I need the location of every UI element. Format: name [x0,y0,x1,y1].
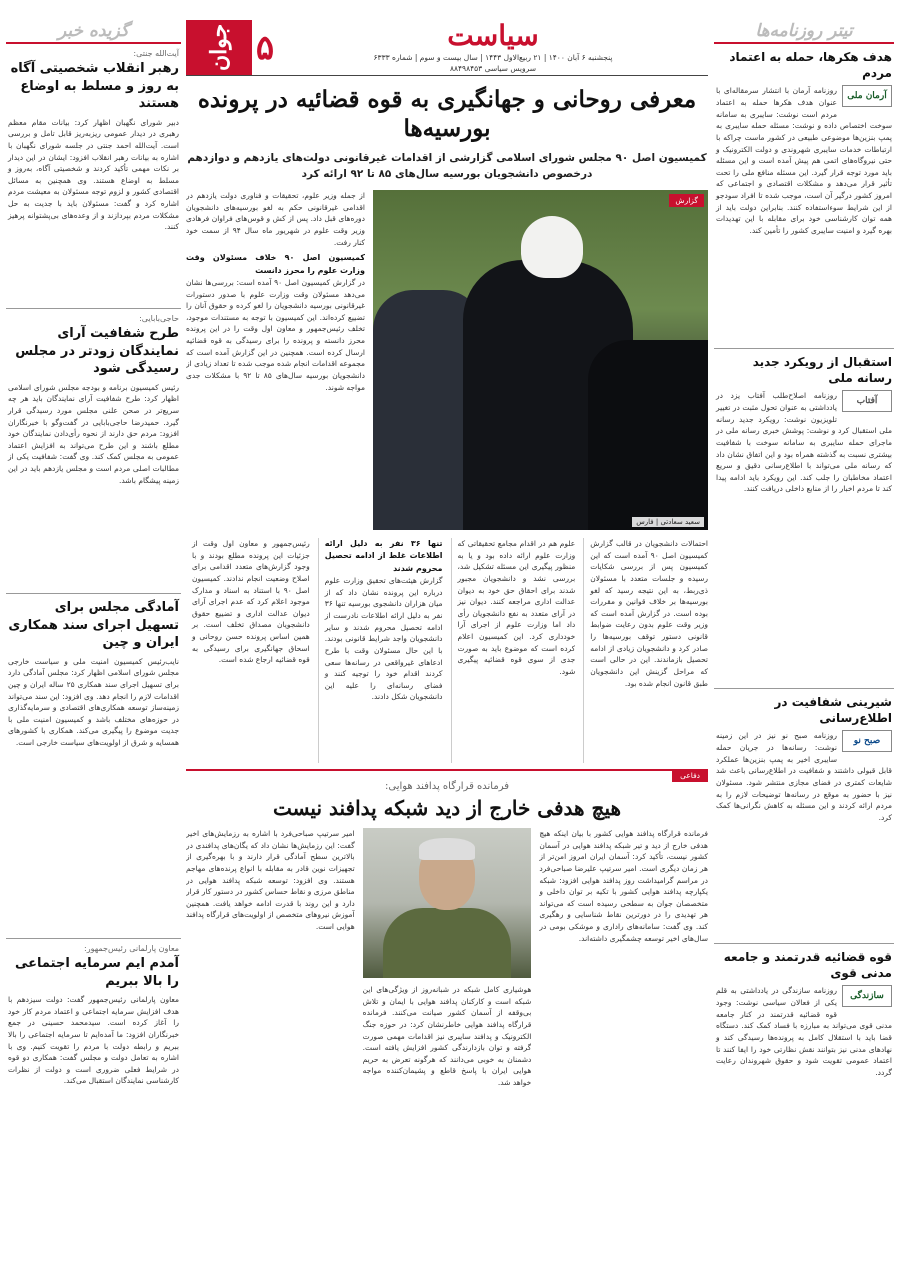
intro-paragraph: در گزارش کمیسیون اصل ۹۰ آمده است: بررسی‌ها نشان می‌دهد مسئولان وقت وزارت علوم با صدور دستورات غیرقانونی بورسیه دانشجویان را لغو کرده و حقوق آنان را تضییع کرده‌اند. این کمیسیون با توجه به مستندات موجود، تخلف رئیس‌جمهور و معاون اول وقت را در این پرونده محرز دانسته و پرونده را برای رسیدگی به قوه قضائیه ارسال کرده است. همچنین در این گزارش آمده است که مجموعه اقدامات انجام شده موجب شده تا تعداد زیادی از دانشجویان بورسیه سال‌های ۸۵ تا ۹۲ با مشکلات جدی مواجه شوند. [186,277,365,392]
press-story [714,944,894,1244]
press-review-column [714,20,894,1270]
story-body: دبیر شورای نگهبان اظهار کرد: بیانات مقام معظم رهبری در دیدار عمومی ریزبه‌ریز قابل تامل و بررسی است. آیت‌الله احمد جنتی در جلسه شورای نگهبان با اشاره به بیانات رهبر انقلاب افزود: ایشان در این دیدار بر نکات مهمی تأکید کردند و شخصیتی آگاه، به‌روز و مسلط به اوضاع هستند. وی همچنین به مسائل اقتصادی کشور و لزوم توجه مسئولان به معیشت مردم اشاره کرد و گفت: مسئولان باید با جدیت به حل مشکلات مردم بپردازند و از وعده‌های بی‌پشتوانه پرهیز کنند. [8,117,179,232]
brief-story [6,44,181,309]
body-paragraph: علوم هم در اقدام مجامع تحقیقاتی که وزارت علوم ارائه داده بود و یا به منظور پیگیری این مسئله تشکیل شد، بررسی نشد و دانشجویان مجبور شدند برای احقاق حق خود به دیوان عدالت اداری مراجعه کنند. دیوان نیز در آرای متعدد به نفع دانشجویان رأی داد اما وزارت علوم از اجرای آرا خودداری کرد. این کمیسیون اعلام کرده است که موضوع باید به صورت جدی از سوی قوه قضائیه پیگیری شود. [457,539,576,676]
uniform-shape [383,908,511,978]
deck-line: درخصوص دانشجویان بورسیه سال‌های ۸۵ تا ۹۲ ارائه کرد [301,167,593,180]
body-column [318,538,443,763]
defense-badge: دفاعی [672,769,708,782]
story-title: طرح شفافیت آرای نمایندگان زودتر در مجلس رسیدگی شود [15,326,179,377]
newspaper-logo: جوان [186,20,252,75]
masthead [186,20,708,76]
body-column [583,538,708,763]
deck-line: کمیسیون اصل ۹۰ مجلس شورای اسلامی گزارشی از اقدامات غیرقانونی دولت‌های یازدهم و دوازدهم [187,151,707,164]
story-body: نایب‌رئیس کمیسیون امنیت ملی و سیاست خارجی مجلس شورای اسلامی اظهار کرد: مجلس آمادگی دارد برای تسهیل اجرای سند همکاری ۲۵ ساله ایران و چین اقدامات لازم را انجام دهد. وی افزود: این سند می‌تواند زمینه‌ساز توسعه همکاری‌های اقتصادی و سرمایه‌گذاری در حوزه‌های مختلف باشد و کمیسیون امنیت ملی با جدیت موضوع را پیگیری می‌کند. همکاری با کشورهای همسایه و شرق از اولویت‌های سیاست خارجی است. [8,656,179,748]
body-paragraph: گزارش هیئت‌های تحقیق وزارت علوم درباره این پرونده نشان داد که از میان هزاران دانشجوی بورسیه تنها ۳۶ نفر به دلیل ارائه اطلاعات نادرست از ادامه تحصیل محروم شدند و سایر دانشجویان واجد شرایط قانونی بودند. با این حال مسئولان وقت با طرح ادعاهای غیرواقعی در رسانه‌ها سعی کردند اقدام خود را توجیه کنند و فضای رسانه‌ای را علیه این دانشجویان شکل دادند. [324,576,443,702]
lead-story [186,190,708,530]
hair-shape [419,838,475,860]
photo-car [588,340,708,530]
story-title: آمدم ایم سرمایه اجتماعی را بالا ببریم [15,956,179,989]
commander-portrait [363,828,532,978]
source-logo: آرمان ملی [842,85,892,107]
section-divider [186,769,708,781]
story-title: شیرینی شفافیت در اطلاع‌رسانی [774,695,892,726]
subhead: کمیسیون اصل ۹۰ خلاف مسئولان وقت وزارت علوم را محرز دانست [186,253,365,275]
press-review-header [714,20,894,44]
body-paragraph: احتمالات دانشجویان در قالب گزارش کمیسیون اصل ۹۰ آمده است که این کمیسیون پس از بررسی شکایات رسیده و جلسات متعدد با مسئولان ذی‌ربط، به این نتیجه رسید که لغو بورسیه‌ها بر خلاف قوانین و مقررات بوده است. در گزارش آمده است که وزیر وقت علوم بدون رعایت ضوابط قانونی دستور توقف بورسیه‌ها را صادر کرد و دانشجویان زیادی از ادامه تحصیل بازماندند. این در حالی است که مراحل گزینش این دانشجویان طبق قانون انجام شده بود. [590,539,708,688]
second-story [186,828,708,1133]
body-column [186,828,355,1133]
source-logo: صبح نو [842,730,892,752]
subhead: تنها ۳۶ نفر به دلیل ارائه اطلاعات غلط از ادامه تحصیل محروم شدند [324,539,443,573]
source-logo: سازندگی [842,985,892,1007]
story-body: روزنامه صبح نو نیز در این زمینه نوشت: رسانه‌ها در جریان حمله سایبری اخیر به پمپ بنزین‌ها عملکرد قابل قبولی داشتند و شفافیت در اطلاع‌رسانی باعث شد شایعات کمتری در فضای مجازی منتشر شود. مسئولان نیز با حضور به موقع در رسانه‌ها توضیحات لازم را به مردم ارائه کردند و این مسئله به کاهش نگرانی‌ها کمک کرد. [716,731,892,822]
press-story [714,689,894,944]
press-story [714,349,894,689]
story-title: قوه قضائیه قدرتمند و جامعه مدنی قوی [723,950,892,981]
story-body: روزنامه آرمان با انتشار سرمقاله‌ای با عنوان هدف هکرها حمله به اعتماد مردم است نوشت: سایبری به سامانه سوخت اختصاص داده و نوشت: مسئله حمله سایبری به پمپ بنزین‌ها موضوعی طبیعی در کشور ماست چراکه با ارتباطات خدمات سایبری شهروندی و دولت الکترونیک و حتی نیروگاه‌های اتمی هم پیش آمده است و این مسئله باید مورد توجه قرار گیرد. این مسئله منافع ملی را تحت تأثیر قرار می‌دهد و مشکلات اقتصادی و اجتماعی که امروز کشور درگیر آن است، موجب شده تا افراد سودجو از این شرایط سوءاستفاده کنند. بنابراین دولت باید از همه توان کارشناسی خود برای مقابله با این تهدیدات بهره گیرد و امنیت سایبری کشور را تأمین کند. [716,86,892,235]
story-title: هدف هکرها، حمله به اعتماد مردم [729,50,892,81]
press-review-title: تیتر روزنامه‌ها [755,21,853,41]
desk-info: سرویس سیاسی ۸۸۴۹۸۴۵۳ [449,64,537,73]
story-body: روزنامه سازندگی در یادداشتی به قلم یکی از فعالان سیاسی نوشت: وجود قوه قضائیه قدرتمند در کنار جامعه مدنی قوی می‌تواند به مبارزه با فساد کمک کند. دستگاه قضا باید با استقلال کامل به پرونده‌ها رسیدگی کند و نهادهای مدنی نیز بتوانند نقش نظارتی خود را ایفا کنند تا اعتماد عمومی تقویت شود و حقوق شهروندان رعایت گردد. [716,986,892,1077]
body-column [186,538,310,763]
story-kicker: آیت‌الله جنتی: [133,49,179,58]
story-title: استقبال از رویکرد جدید رسانه ملی [752,355,892,386]
body-column [539,828,708,1133]
story-title: رهبر انقلاب شخصیتی آگاه به روز و مسلط به اوضاع هستند [10,61,179,112]
brief-story [6,309,181,594]
second-kicker: فرمانده قرارگاه پدافند هوایی: [384,781,510,793]
source-logo: آفتاب [842,390,892,412]
lead-intro [186,190,365,530]
body-column [451,538,576,763]
lead-deck [186,150,708,183]
issue-info: پنجشنبه ۶ آبان ۱۴۰۰ | ۲۱ ربیع‌الاول ۱۴۴۳ | سال بیست و سوم | شماره ۶۳۳۳ [373,53,613,62]
brief-story [6,939,181,1270]
press-story [714,44,894,349]
lead-photo [373,190,708,530]
intro-paragraph: از جمله وزیر علوم، تحقیقات و فناوری دولت یازدهم در اقدامی غیرقانونی حکم به لغو بورسیه‌های دانشجویان دوره‌های قبل داد. پس از کش و قوس‌های فراوان فرهادی وزیر وقت علوم در شهریور ماه سال ۹۴ از سمت خود کنار رفت. [186,191,365,247]
report-badge: گزارش [669,194,704,207]
story-body: روزنامه اصلاح‌طلب آفتاب یزد در یادداشتی به عنوان تحول مثبت در تغییر تلویزیون نوشت: رویکرد جدید رسانه ملی استقبال کرد و نوشت: پوشش خبری رسانه ملی در ماجرای حمله سایبری به سامانه سوخت با شفافیت بیشتری نسبت به گذشته همراه بود و این اتفاق نشان داد که رسانه ملی می‌تواند با اطلاع‌رسانی دقیق و سریع اعتماد مخاطبان را جلب کند. این رویکرد باید ادامه پیدا کند تا مردم اخبار را از منابع داخلی دریافت کنند. [716,391,892,494]
turban-shape [521,216,583,278]
story-body: رئیس کمیسیون برنامه و بودجه مجلس شورای اسلامی اظهار کرد: طرح شفافیت آرای نمایندگان باید هر چه سریع‌تر در صحن علنی مجلس مورد رسیدگی قرار گیرد. حمیدرضا حاجی‌بابایی در گفت‌وگو با خبرنگاران افزود: مردم حق دارند از نحوه رأی‌دادن نمایندگان خود مطلع باشند و این طرح می‌تواند به افزایش اعتماد عمومی به مجلس کمک کند. وی گفت: شفافیت یکی از مطالبات اصلی مردم است و مجلس یازدهم باید در این زمینه پیشگام باشد. [8,382,179,485]
story-kicker: معاون پارلمانی رئیس‌جمهور: [84,944,179,953]
photo-credit: سعید سعادتی | فارس [632,517,704,527]
brief-story [6,594,181,939]
story-kicker: حاجی‌بابایی: [139,314,179,323]
body-paragraph: امیر سرتیپ صباحی‌فرد با اشاره به رزمایش‌های اخیر گفت: این رزمایش‌ها نشان داد که یگان‌های پدافندی در بالاترین سطح آمادگی قرار دارند و با بهره‌گیری از تجهیزات نوین قادر به مقابله با انواع پرنده‌های مهاجم هستند. وی افزود: توسعه شبکه پدافند هوایی در مناطق مرزی و نقاط حساس کشور در دستور کار قرار دارد و این روند با قدرت ادامه خواهد یافت. همچنین آموزش نیروهای متخصص از اولویت‌های قرارگاه پدافند هوایی است. [186,829,355,932]
lead-body [186,538,708,763]
page-number: ۵ [255,27,275,68]
second-headline: هیچ هدفی خارج از دید شبکه پدافند نیست [272,796,622,821]
body-paragraph: رئیس‌جمهور و معاون اول وقت از جزئیات این پرونده مطلع بودند و با وجود گزارش‌های متعدد اقدامی برای اصلاح وضعیت انجام ندادند. کمیسیون اصل ۹۰ با استناد به اسناد و مدارک موجود اعلام کرد که عدم اجرای آرای دیوان عدالت اداری و تضییع حقوق دانشجویان مصداق تخلف است. بر همین اساس پرونده حسن روحانی و اسحاق جهانگیری برای رسیدگی به قوه قضائیه ارجاع شده است. [192,539,310,665]
news-brief-column [6,20,181,1270]
lead-headline: معرفی روحانی و جهانگیری به قوه قضائیه در پرونده بورسیه‌ها [197,86,697,142]
news-brief-title: گزیده خبر [58,21,129,41]
masthead-center [278,20,708,75]
main-section [186,20,708,1270]
story-body: معاون پارلمانی رئیس‌جمهور گفت: دولت سیزدهم با هدف افزایش سرمایه اجتماعی و اعتماد مردم کار خود را آغاز کرده است. سیدمحمد حسینی در جمع خبرنگاران افزود: ما آمده‌ایم تا سرمایه اجتماعی را بالا ببریم و رابطه دولت با مردم را تقویت کنیم. وی با اشاره به تعامل دولت و مجلس گفت: همکاری دو قوه در شرایط فعلی ضروری است و دولت از نظرات کارشناسی نمایندگان استقبال می‌کند. [8,995,179,1086]
news-brief-header [6,20,181,44]
section-title: سیاست [447,20,539,52]
body-paragraph: هوشیاری کامل شبکه در شبانه‌روز از ویژگی‌های این شبکه است و کارکنان پدافند هوایی با ایمان و تلاش بی‌وقفه از آسمان کشور صیانت می‌کنند. فرمانده قرارگاه پدافند هوایی خاطرنشان کرد: در حوزه جنگ الکترونیک و پدافند سایبری نیز اقدامات مهمی صورت گرفته و توان بازدارندگی کشور افزایش یافته است. دشمنان به خوبی می‌دانند که هرگونه تعرض به حریم هوایی ایران با پاسخ قاطع و پشیمان‌کننده مواجه خواهد شد. [362,985,532,1088]
body-paragraph: فرمانده قرارگاه پدافند هوایی کشور با بیان اینکه هیچ هدفی خارج از دید و تیر شبکه پدافند هوایی در آسمان کشور نیست، تأکید کرد: آسمان ایران امروز امن‌تر از هر زمان دیگری است. امیر سرتیپ علیرضا صباحی‌فرد در مراسم گرامیداشت روز پدافند هوایی افزود: شبکه یکپارچه پدافند هوایی کشور با تکیه بر توان داخلی و متخصصان جوان به سطحی رسیده است که می‌تواند هر تهدیدی را در دورترین نقاط شناسایی و رهگیری کند. وی گفت: سامانه‌های راداری و موشکی بومی در سال‌های اخیر توسعه چشمگیری داشته‌اند. [539,829,708,943]
story-title: آمادگی مجلس برای تسهیل اجرای سند همکاری ایران و چین [8,600,179,651]
body-column [363,828,532,1133]
